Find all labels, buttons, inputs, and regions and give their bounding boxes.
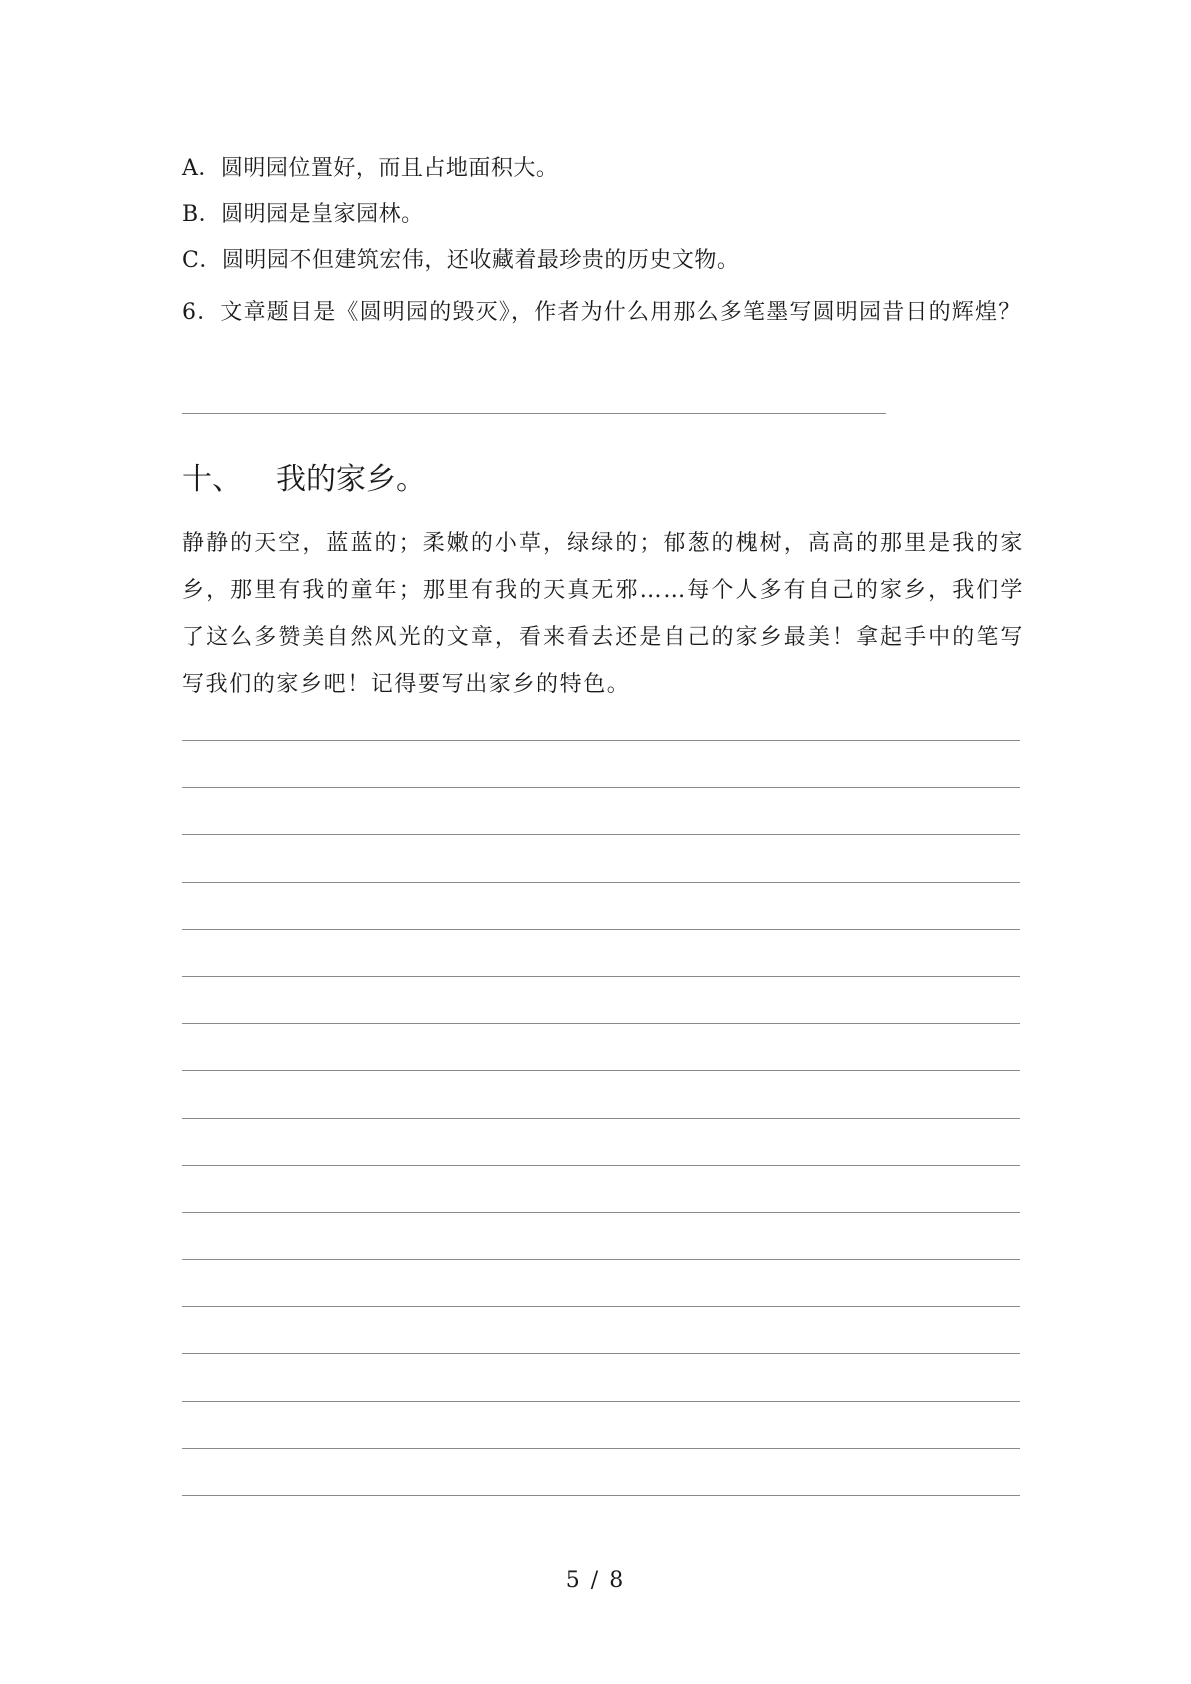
writing-line: [182, 1023, 1020, 1024]
writing-line: [182, 834, 1020, 835]
option-a: A．圆明园位置好，而且占地面积大。: [182, 156, 559, 181]
writing-line: [182, 740, 1020, 741]
section-title: 我的家乡。: [276, 462, 426, 497]
writing-line: [182, 1401, 1020, 1402]
writing-line: [182, 929, 1020, 930]
option-c: C．圆明园不但建筑宏伟，还收藏着最珍贵的历史文物。: [182, 248, 740, 273]
writing-line: [182, 1353, 1020, 1354]
writing-area: [182, 740, 1020, 1542]
writing-line: [182, 1165, 1020, 1166]
writing-line: [182, 1259, 1020, 1260]
writing-line: [182, 1070, 1020, 1071]
page-number: 5 / 8: [565, 1568, 626, 1593]
writing-line: [182, 1448, 1020, 1449]
writing-line: [182, 787, 1020, 788]
section-number: 十、: [182, 462, 242, 497]
writing-line: [182, 1306, 1020, 1307]
answer-line-q6: [182, 413, 886, 414]
writing-line: [182, 1212, 1020, 1213]
option-b: B．圆明园是皇家园林。: [182, 202, 424, 227]
writing-line: [182, 1495, 1020, 1496]
essay-prompt: 静静的天空，蓝蓝的；柔嫩的小草，绿绿的；郁葱的槐树，高高的那里是我的家乡，那里有我的童年；那里有我的天真无邪……每个人多有自己的家乡，我们学了这么多赞美自然风光的文章，看来看去还是自己的家乡最美！拿起手中的笔写写我们的家乡吧！记得要写出家乡的特色。: [182, 531, 1024, 697]
writing-line: [182, 976, 1020, 977]
writing-line: [182, 882, 1020, 883]
section-10-heading: [182, 460, 426, 500]
question-6: 6．文章题目是《圆明园的毁灭》，作者为什么用那么多笔墨写圆明园昔日的辉煌？: [182, 300, 1022, 325]
writing-line: [182, 1118, 1020, 1119]
